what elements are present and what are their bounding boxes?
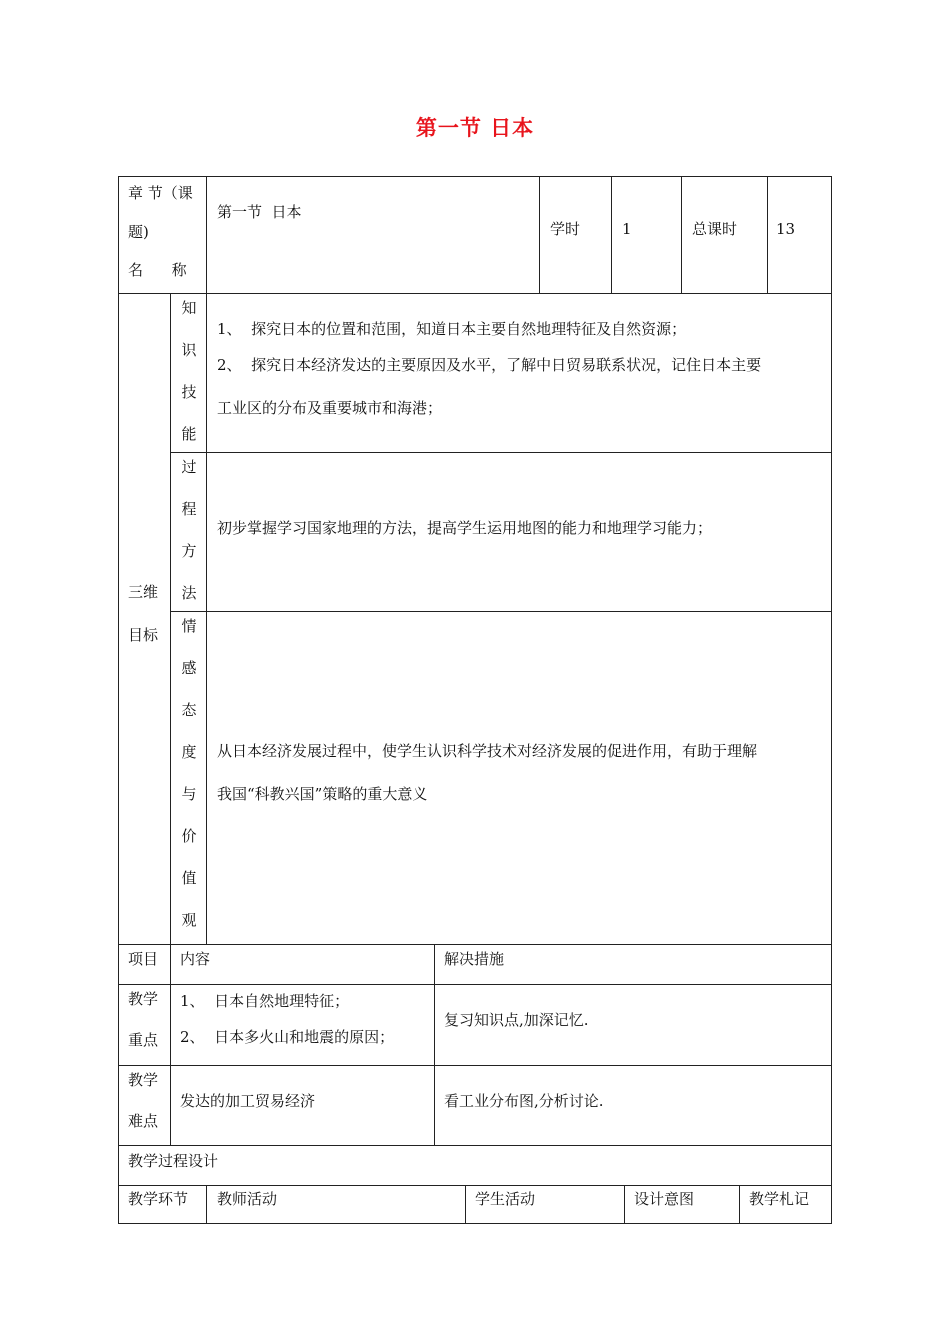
key-points-measure-cell xyxy=(434,984,832,1066)
key-points-label-line2: 重点 xyxy=(128,1031,159,1049)
difficulties-content: 发达的加工贸易经济 xyxy=(180,1092,316,1110)
knowledge-content-cell xyxy=(206,293,832,453)
notes-header-cell xyxy=(739,1185,832,1224)
stage-header-cell xyxy=(118,1185,207,1224)
hours-value-cell xyxy=(611,176,682,294)
difficulties-measure: 看工业分布图,分析讨论. xyxy=(444,1092,604,1110)
knowledge-line2: 2、 探究日本经济发达的主要原因及水平，了解中日贸易联系状况，记住日本主要 xyxy=(217,356,762,374)
page-title: 第一节 日本 xyxy=(415,116,535,140)
process-label-char: 程 xyxy=(181,500,197,518)
knowledge-label-cell xyxy=(170,293,207,453)
knowledge-label-char: 技 xyxy=(181,383,197,401)
emotion-label-char: 观 xyxy=(181,911,197,929)
emotion-label-char: 度 xyxy=(181,743,197,761)
hours-label-cell xyxy=(539,176,612,294)
item-header-cell xyxy=(118,944,171,985)
difficulties-measure-cell xyxy=(434,1065,832,1146)
notes-header: 教学札记 xyxy=(749,1190,810,1208)
three-dim-label-cell xyxy=(118,293,171,945)
measures-header: 解决措施 xyxy=(444,950,505,968)
difficulties-label-line2: 难点 xyxy=(128,1112,159,1130)
knowledge-label-char: 识 xyxy=(181,341,197,359)
chapter-label-line3: 名 称 xyxy=(128,261,187,279)
chapter-label-cell xyxy=(118,176,207,294)
process-label-char: 法 xyxy=(181,584,197,602)
knowledge-label-char: 知 xyxy=(181,299,197,317)
student-header-cell xyxy=(465,1185,625,1224)
key-points-label-cell xyxy=(118,984,171,1066)
teacher-header: 教师活动 xyxy=(217,1190,278,1208)
difficulties-label-line1: 教学 xyxy=(128,1071,159,1089)
intent-header: 设计意图 xyxy=(634,1190,695,1208)
student-header: 学生活动 xyxy=(475,1190,536,1208)
key-points-label-line1: 教学 xyxy=(128,990,159,1008)
knowledge-line3: 工业区的分布及重要城市和海港； xyxy=(217,399,443,417)
emotion-content-cell xyxy=(206,611,832,945)
hours-value: 1 xyxy=(622,220,632,238)
teacher-header-cell xyxy=(206,1185,466,1224)
total-hours-value: 13 xyxy=(776,220,796,238)
emotion-label-cell xyxy=(170,611,207,945)
total-hours-value-cell xyxy=(767,176,832,294)
total-hours-label: 总课时 xyxy=(692,220,738,238)
key-points-line1: 1、 日本自然地理特征； xyxy=(180,992,350,1010)
emotion-label-char: 与 xyxy=(181,785,197,803)
emotion-label xyxy=(179,616,199,952)
stage-header: 教学环节 xyxy=(128,1190,189,1208)
chapter-label-line2: 题) xyxy=(128,223,149,241)
emotion-label-char: 感 xyxy=(181,659,197,677)
process-design-label: 教学过程设计 xyxy=(128,1152,219,1170)
emotion-label-char: 值 xyxy=(181,869,197,887)
content-header-cell xyxy=(170,944,435,985)
content-header: 内容 xyxy=(180,950,211,968)
chapter-value-cell xyxy=(206,176,540,294)
difficulties-label-cell xyxy=(118,1065,171,1146)
key-points-measure: 复习知识点,加深记忆. xyxy=(444,1011,589,1029)
emotion-label-char: 态 xyxy=(181,701,197,719)
three-dim-label-line1: 三维 xyxy=(128,583,159,601)
three-dim-label-line2: 目标 xyxy=(128,626,159,644)
knowledge-label-char: 能 xyxy=(181,425,197,443)
process-text: 初步掌握学习国家地理的方法，提高学生运用地图的能力和地理学习能力； xyxy=(217,519,713,537)
difficulties-content-cell xyxy=(170,1065,435,1146)
measures-header-cell xyxy=(434,944,832,985)
process-label xyxy=(179,457,199,625)
process-label-cell xyxy=(170,452,207,612)
key-points-content-cell xyxy=(170,984,435,1066)
key-points-line2: 2、 日本多火山和地震的原因； xyxy=(180,1028,395,1046)
emotion-line1: 从日本经济发展过程中，使学生认识科学技术对经济发展的促进作用，有助于理解 xyxy=(217,742,758,760)
process-label-char: 方 xyxy=(181,542,197,560)
emotion-label-char: 价 xyxy=(181,827,197,845)
knowledge-line1: 1、 探究日本的位置和范围，知道日本主要自然地理特征及自然资源； xyxy=(217,320,687,338)
total-hours-label-cell xyxy=(681,176,768,294)
process-content-cell xyxy=(206,452,832,612)
intent-header-cell xyxy=(624,1185,740,1224)
process-design-cell xyxy=(118,1145,832,1186)
hours-label: 学时 xyxy=(550,220,581,238)
process-label-char: 过 xyxy=(181,458,197,476)
chapter-value: 第一节 日本 xyxy=(217,203,302,221)
knowledge-label xyxy=(179,298,199,466)
emotion-label-char: 情 xyxy=(181,617,197,635)
emotion-line2: 我国“科教兴国”策略的重大意义 xyxy=(217,785,428,803)
chapter-label-line1: 章 节（课 xyxy=(128,184,193,202)
item-header: 项目 xyxy=(128,950,159,968)
